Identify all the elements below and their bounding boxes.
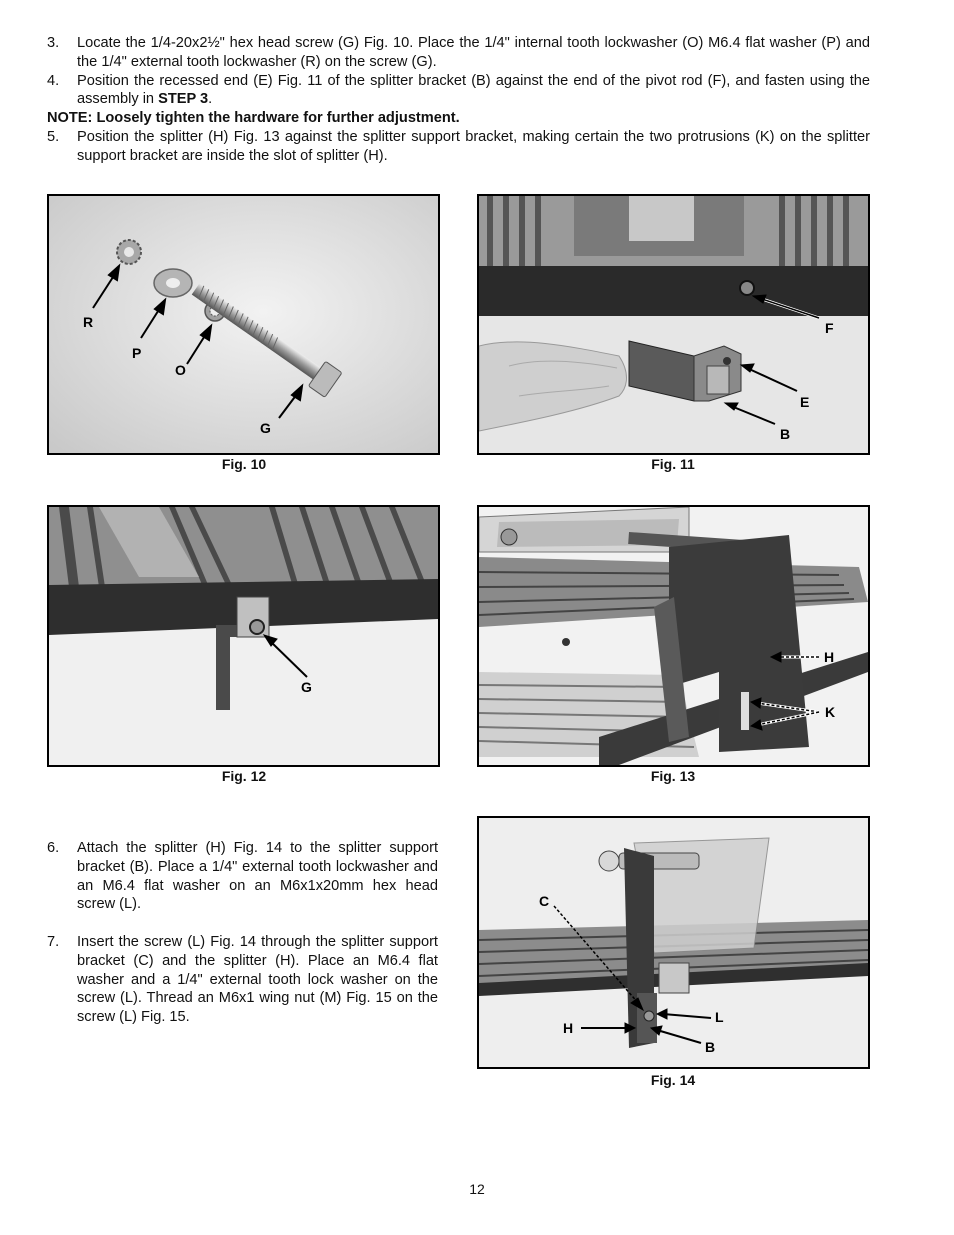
- fig10-photo: [49, 196, 438, 453]
- instructions-top: [47, 34, 870, 166]
- label-h: H: [563, 1020, 574, 1036]
- label-b: B: [780, 426, 791, 442]
- label-r: R: [83, 314, 94, 330]
- step-3: [47, 34, 870, 72]
- flat-washer-part: [154, 269, 192, 297]
- step-number: 5.: [47, 128, 60, 145]
- step-6: [47, 839, 438, 914]
- step-number: 6.: [47, 840, 60, 856]
- step-number: 4.: [47, 72, 60, 89]
- fig11-photo: [479, 196, 868, 453]
- figure-12: [47, 505, 440, 767]
- caption-fig-10: Fig. 10: [221, 456, 267, 472]
- step-7: [47, 933, 438, 1027]
- fig14-photo: [479, 818, 868, 1067]
- step-text: Attach the splitter (H) Fig. 14 to the splitter support bracket (B). Place a 1/4" external tooth lockwasher and an M6.4 flat washer on an M6x1x20mm hex head screw (L).: [77, 840, 438, 913]
- figure-10: [47, 194, 440, 455]
- step-text: Insert the screw (L) Fig. 14 through the splitter support bracket (C) and the splitter (H). Place an M6.4 flat washer and a 1/4" external tooth lock washer on the screw (L). Thread an M6x1 wing nut (M) Fig. 15 on the screw (L) Fig. 15.: [77, 933, 438, 1026]
- note: NOTE: Loosely tighten the hardware for further adjustment.: [47, 110, 460, 127]
- caption-fig-13: Fig. 13: [650, 768, 696, 784]
- label-c: C: [539, 893, 550, 909]
- label-k: K: [825, 704, 836, 720]
- step-4: [47, 72, 870, 110]
- fig13-photo: [479, 507, 868, 765]
- step-number: 3.: [47, 35, 60, 51]
- label-g: G: [301, 679, 312, 695]
- page-number: 12: [469, 1181, 485, 1197]
- caption-fig-11: Fig. 11: [651, 456, 695, 472]
- label-l: L: [715, 1009, 724, 1025]
- step-text-end: .: [208, 91, 213, 108]
- figure-13: [477, 505, 870, 767]
- figure-11: [477, 194, 870, 455]
- step-text-part: Position the recessed end (E) Fig. 11 of the splitter bracket (B) against the end of the pivot rod (F), and fasten using the assembly in: [77, 72, 870, 108]
- step-5: [47, 128, 870, 166]
- label-e: E: [800, 394, 810, 410]
- step-text: Locate the 1/4-20x2½" hex head screw (G) Fig. 10. Place the 1/4" internal tooth lockwasher (O) M6.4 flat washer (P) and the 1/4" external tooth lockwasher (R) on the screw (G).: [77, 35, 870, 70]
- label-g: G: [260, 420, 271, 436]
- instructions-bottom: [47, 839, 438, 1046]
- caption-fig-14: Fig. 14: [650, 1072, 696, 1088]
- step-text: [77, 72, 870, 110]
- label-p: P: [132, 345, 142, 361]
- figure-14: [477, 816, 870, 1069]
- step-text: Position the splitter (H) Fig. 13 against the splitter support bracket, making certain the two protrusions (K) on the splitter support bracket are inside the slot of splitter (H).: [77, 128, 870, 164]
- label-o: O: [175, 362, 186, 378]
- label-f: F: [825, 320, 834, 336]
- step-ref-bold: STEP 3: [158, 91, 209, 108]
- label-h: H: [824, 649, 835, 665]
- label-b: B: [705, 1039, 716, 1055]
- external-tooth-washer-part: [117, 240, 141, 264]
- fig12-photo: [49, 507, 438, 765]
- caption-fig-12: Fig. 12: [221, 768, 267, 784]
- step-number: 7.: [47, 933, 60, 950]
